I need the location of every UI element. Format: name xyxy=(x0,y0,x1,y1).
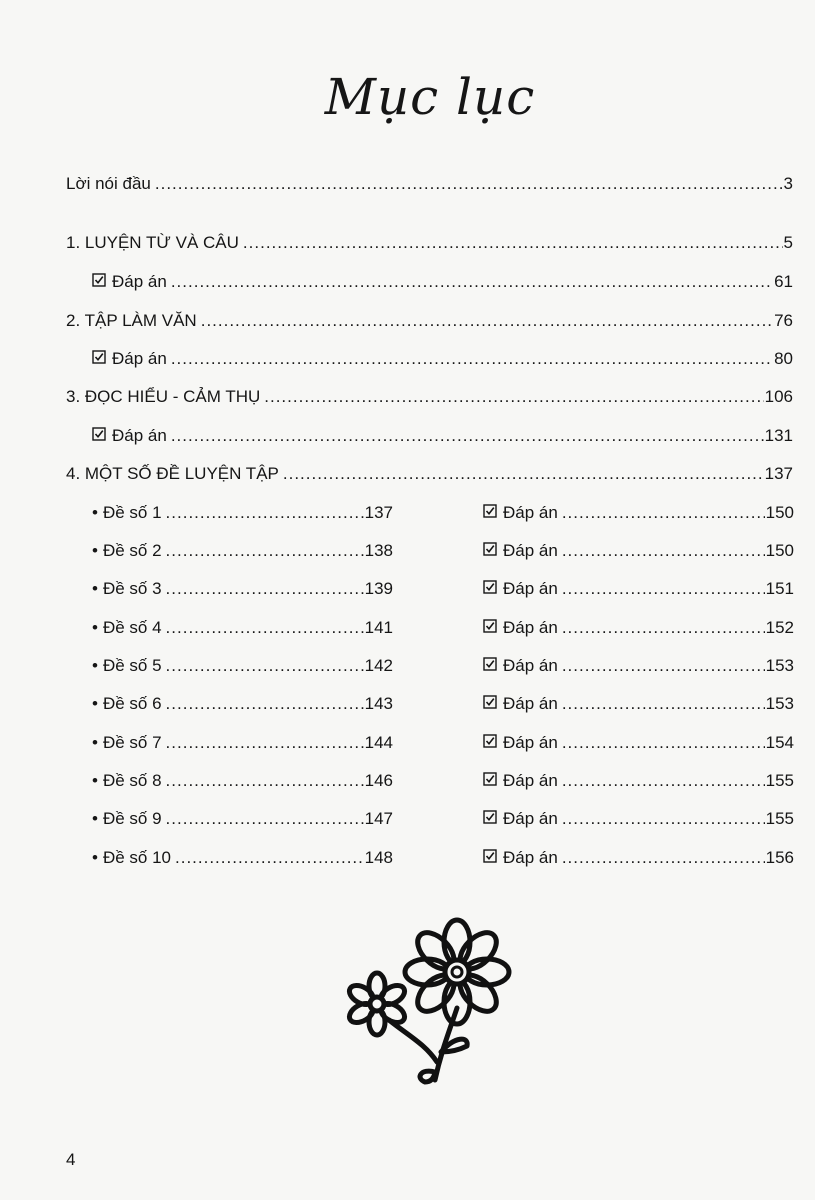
toc-entry-label: 1. LUYỆN TỪ VÀ CÂU xyxy=(66,233,239,252)
dot-leader xyxy=(166,502,364,524)
toc-entry-answers-2[interactable] xyxy=(92,348,793,370)
test-entry[interactable] xyxy=(92,693,393,715)
test-page: 148 xyxy=(364,848,393,867)
toc-entry-section-4[interactable] xyxy=(66,463,793,485)
test-label: Đề số 1 xyxy=(102,503,162,522)
test-entry[interactable] xyxy=(92,655,393,677)
test-entry[interactable] xyxy=(92,770,393,792)
test-page: 141 xyxy=(364,618,393,637)
test-page: 138 xyxy=(364,541,393,560)
test-page: 139 xyxy=(364,579,393,598)
test-label: Đề số 7 xyxy=(102,733,162,752)
answer-label: Đáp án xyxy=(503,579,558,598)
dot-leader xyxy=(562,847,765,869)
answer-page: 150 xyxy=(765,541,794,560)
dot-leader xyxy=(166,693,364,715)
answer-page: 151 xyxy=(765,579,794,598)
bullet-icon: • xyxy=(92,809,98,828)
checkbox-checked-icon xyxy=(483,732,497,754)
bullet-icon: • xyxy=(92,541,98,560)
checkbox-checked-icon xyxy=(483,808,497,830)
checkbox-checked-icon xyxy=(92,348,106,370)
answer-page: 153 xyxy=(765,694,794,713)
bullet-icon: • xyxy=(92,618,98,637)
toc-entry-preface[interactable] xyxy=(66,173,793,195)
checkbox-checked-icon xyxy=(483,617,497,639)
answer-label: Đáp án xyxy=(503,848,558,867)
checkbox-checked-icon xyxy=(483,540,497,562)
answer-page: 154 xyxy=(765,733,794,752)
bullet-icon: • xyxy=(92,848,98,867)
dot-leader xyxy=(562,617,765,639)
dot-leader xyxy=(562,502,765,524)
test-entry[interactable] xyxy=(92,847,393,869)
dot-leader xyxy=(243,232,783,254)
answer-label: Đáp án xyxy=(503,733,558,752)
toc-entry-label: Đáp án xyxy=(112,349,167,368)
flower-icon xyxy=(345,912,525,1097)
toc-entry-label: 4. MỘT SỐ ĐỀ LUYỆN TẬP xyxy=(66,464,279,483)
answer-label: Đáp án xyxy=(503,771,558,790)
answer-entry[interactable] xyxy=(483,770,794,792)
dot-leader xyxy=(166,578,364,600)
test-entry[interactable] xyxy=(92,732,393,754)
toc-entry-page: 61 xyxy=(774,272,793,291)
answer-page: 153 xyxy=(765,656,794,675)
toc-entry-page: 5 xyxy=(783,233,793,252)
test-label: Đề số 9 xyxy=(102,809,162,828)
bullet-icon: • xyxy=(92,694,98,713)
answer-entry[interactable] xyxy=(483,617,794,639)
dot-leader xyxy=(562,770,765,792)
toc-entry-label: Đáp án xyxy=(112,426,167,445)
page-title: Mục lục xyxy=(324,68,536,126)
test-label: Đề số 10 xyxy=(102,848,171,867)
test-entry[interactable] xyxy=(92,540,393,562)
toc-entry-page: 137 xyxy=(764,464,793,483)
checkbox-checked-icon xyxy=(483,693,497,715)
test-page: 143 xyxy=(364,694,393,713)
answer-entry[interactable] xyxy=(483,502,794,524)
test-page: 147 xyxy=(364,809,393,828)
toc-entry-section-3[interactable] xyxy=(66,386,793,408)
dot-leader xyxy=(264,386,763,408)
checkbox-checked-icon xyxy=(483,578,497,600)
dot-leader xyxy=(166,770,364,792)
bullet-icon: • xyxy=(92,579,98,598)
checkbox-checked-icon xyxy=(92,271,106,293)
answer-label: Đáp án xyxy=(503,694,558,713)
test-page: 137 xyxy=(364,503,393,522)
answer-entry[interactable] xyxy=(483,655,794,677)
toc-entry-section-1[interactable] xyxy=(66,232,793,254)
answer-label: Đáp án xyxy=(503,618,558,637)
test-label: Đề số 2 xyxy=(102,541,162,560)
answer-page: 155 xyxy=(765,771,794,790)
dot-leader xyxy=(155,173,783,195)
test-page: 142 xyxy=(364,656,393,675)
dot-leader xyxy=(171,348,773,370)
dot-leader xyxy=(166,540,364,562)
bullet-icon: • xyxy=(92,503,98,522)
bullet-icon: • xyxy=(92,656,98,675)
bullet-icon: • xyxy=(92,771,98,790)
test-page: 144 xyxy=(364,733,393,752)
checkbox-checked-icon xyxy=(483,502,497,524)
test-label: Đề số 5 xyxy=(102,656,162,675)
answer-page: 152 xyxy=(765,618,794,637)
dot-leader xyxy=(166,655,364,677)
toc-entry-label: 3. ĐỌC HIỂU - CẢM THỤ xyxy=(66,387,261,406)
answer-entry[interactable] xyxy=(483,578,794,600)
answer-label: Đáp án xyxy=(503,656,558,675)
toc-entry-answers-3[interactable] xyxy=(92,425,793,447)
checkbox-checked-icon xyxy=(483,770,497,792)
dot-leader xyxy=(562,655,765,677)
toc-entry-page: 106 xyxy=(764,387,793,406)
dot-leader xyxy=(562,540,765,562)
dot-leader xyxy=(166,617,364,639)
bullet-icon: • xyxy=(92,733,98,752)
toc-entry-section-2[interactable] xyxy=(66,310,793,332)
toc-entry-page: 76 xyxy=(774,311,793,330)
checkbox-checked-icon xyxy=(483,847,497,869)
dot-leader xyxy=(562,693,765,715)
dot-leader xyxy=(283,463,764,485)
test-entry[interactable] xyxy=(92,502,393,524)
dot-leader xyxy=(171,271,773,293)
test-label: Đề số 8 xyxy=(102,771,162,790)
dot-leader xyxy=(166,808,364,830)
answer-entry[interactable] xyxy=(483,693,794,715)
test-page: 146 xyxy=(364,771,393,790)
test-label: Đề số 6 xyxy=(102,694,162,713)
answer-page: 156 xyxy=(765,848,794,867)
dot-leader xyxy=(562,578,765,600)
answer-label: Đáp án xyxy=(503,541,558,560)
toc-entry-page: 3 xyxy=(783,174,793,193)
answer-label: Đáp án xyxy=(503,809,558,828)
answer-entry[interactable] xyxy=(483,732,794,754)
answer-entry[interactable] xyxy=(483,847,794,869)
dot-leader xyxy=(166,732,364,754)
dot-leader xyxy=(171,425,764,447)
answer-page: 155 xyxy=(765,809,794,828)
toc-entry-label: 2. TẬP LÀM VĂN xyxy=(66,311,197,330)
toc-entry-page: 80 xyxy=(774,349,793,368)
checkbox-checked-icon xyxy=(483,655,497,677)
toc-entry-page: 131 xyxy=(764,426,793,445)
answer-label: Đáp án xyxy=(503,503,558,522)
toc-entry-label: Lời nói đầu xyxy=(66,174,151,193)
dot-leader xyxy=(175,847,364,869)
toc-entry-label: Đáp án xyxy=(112,272,167,291)
test-label: Đề số 3 xyxy=(102,579,162,598)
page-number: 4 xyxy=(66,1150,76,1169)
toc-entry-answers-1[interactable] xyxy=(92,271,793,293)
checkbox-checked-icon xyxy=(92,425,106,447)
test-label: Đề số 4 xyxy=(102,618,162,637)
test-entry[interactable] xyxy=(92,617,393,639)
dot-leader xyxy=(201,310,773,332)
test-entry[interactable] xyxy=(92,808,393,830)
dot-leader xyxy=(562,808,765,830)
answer-entry[interactable] xyxy=(483,808,794,830)
test-entry[interactable] xyxy=(92,578,393,600)
answer-entry[interactable] xyxy=(483,540,794,562)
answer-page: 150 xyxy=(765,503,794,522)
dot-leader xyxy=(562,732,765,754)
